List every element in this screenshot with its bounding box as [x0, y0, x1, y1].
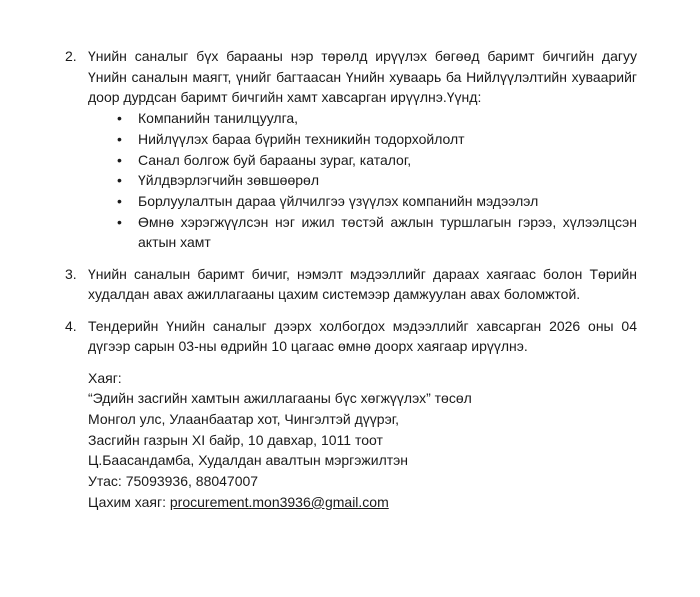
- bullet-item: [88, 150, 637, 171]
- item-number: 2.: [65, 48, 77, 64]
- email-line: [88, 492, 637, 513]
- bullet-item: [88, 108, 637, 129]
- address-line-building: Засгийн газрын XI байр, 10 давхар, 1011 тоот: [88, 431, 383, 448]
- bullet-item: [88, 212, 637, 253]
- email-link[interactable]: procurement.mon3936@gmail.com: [169, 493, 389, 510]
- bullet-text: Үйлдвэрлэгчийн зөвшөөрөл: [138, 172, 319, 189]
- address-block: [88, 368, 637, 513]
- address-label: Хаяг:: [88, 369, 122, 386]
- bullet-text: Компанийн танилцуулга,: [138, 110, 299, 127]
- address-line-project: “Эдийн засгийн хамтын ажиллагааны бүс хөгжүүлэх” төсөл: [88, 390, 472, 407]
- address-line-city: Монгол улс, Улаанбаатар хот, Чингэлтэй дүүрэг,: [88, 411, 400, 428]
- bullet-list: [88, 108, 637, 253]
- item-text: Тендерийн Үнийн саналыг дээрх холбогдох мэдээллийг хавсарган 2026 оны 04 дүгээр сарын 03-ны өдрийн 10 цагаас өмнө доорх хаягаар ирүүлнэ.: [88, 317, 637, 355]
- bullet-icon: •: [117, 110, 122, 127]
- bullet-icon: •: [117, 192, 122, 209]
- address-line-contact-person: Ц.Баасандамба, Худалдан авалтын мэргэжилтэн: [88, 452, 409, 469]
- numbered-item-4: [65, 316, 637, 513]
- item-content: [88, 46, 637, 253]
- bullet-text: Нийлүүлэх бараа бүрийн техникийн тодорхойлолт: [138, 130, 465, 147]
- phone-numbers: 75093936, 88047007: [125, 473, 259, 490]
- item-content: [88, 264, 637, 305]
- phone-label: Утас:: [88, 473, 126, 490]
- item-number: 4.: [65, 317, 77, 334]
- bullet-icon: •: [117, 172, 122, 189]
- bullet-text: Өмнө хэрэгжүүлсэн нэг ижил төстэй ажлын туршлагын гэрээ, хүлээлцсэн актын хамт: [138, 213, 637, 251]
- item-number: 3.: [65, 265, 77, 282]
- bullet-icon: •: [117, 213, 122, 230]
- numbered-item-2: [65, 46, 637, 253]
- bullet-text: Санал болгож буй барааны зураг, каталог,: [138, 151, 412, 168]
- email-label: Цахим хаяг:: [88, 493, 170, 510]
- item-text: Үнийн саналыг бүх барааны нэр төрөлд ирүүлэх бөгөөд баримт бичгийн дагуу Үнийн саналын маягт, үнийг багтаасан Үнийн хуваарь ба Нийлүүлэлтийн хуваарийг доор дурдсан баримт бичгийн хамт хавсарган ирүүлнэ.Үүнд:: [88, 48, 637, 106]
- numbered-item-3: [65, 264, 637, 305]
- bullet-item: [88, 129, 637, 150]
- bullet-icon: •: [117, 130, 122, 147]
- bullet-item: [88, 170, 637, 191]
- bullet-icon: •: [117, 151, 122, 168]
- item-text: Үнийн саналын баримт бичиг, нэмэлт мэдээллийг дараах хаягаас болон Төрийн худалдан авах ажиллагааны цахим системээр дамжуулан авах боломжтой.: [88, 265, 637, 303]
- bullet-item: [88, 191, 637, 212]
- bullet-text: Борлуулалтын дараа үйлчилгээ үзүүлэх компанийн мэдээлэл: [138, 192, 539, 209]
- item-content: [88, 316, 637, 513]
- phone-line: [88, 471, 637, 492]
